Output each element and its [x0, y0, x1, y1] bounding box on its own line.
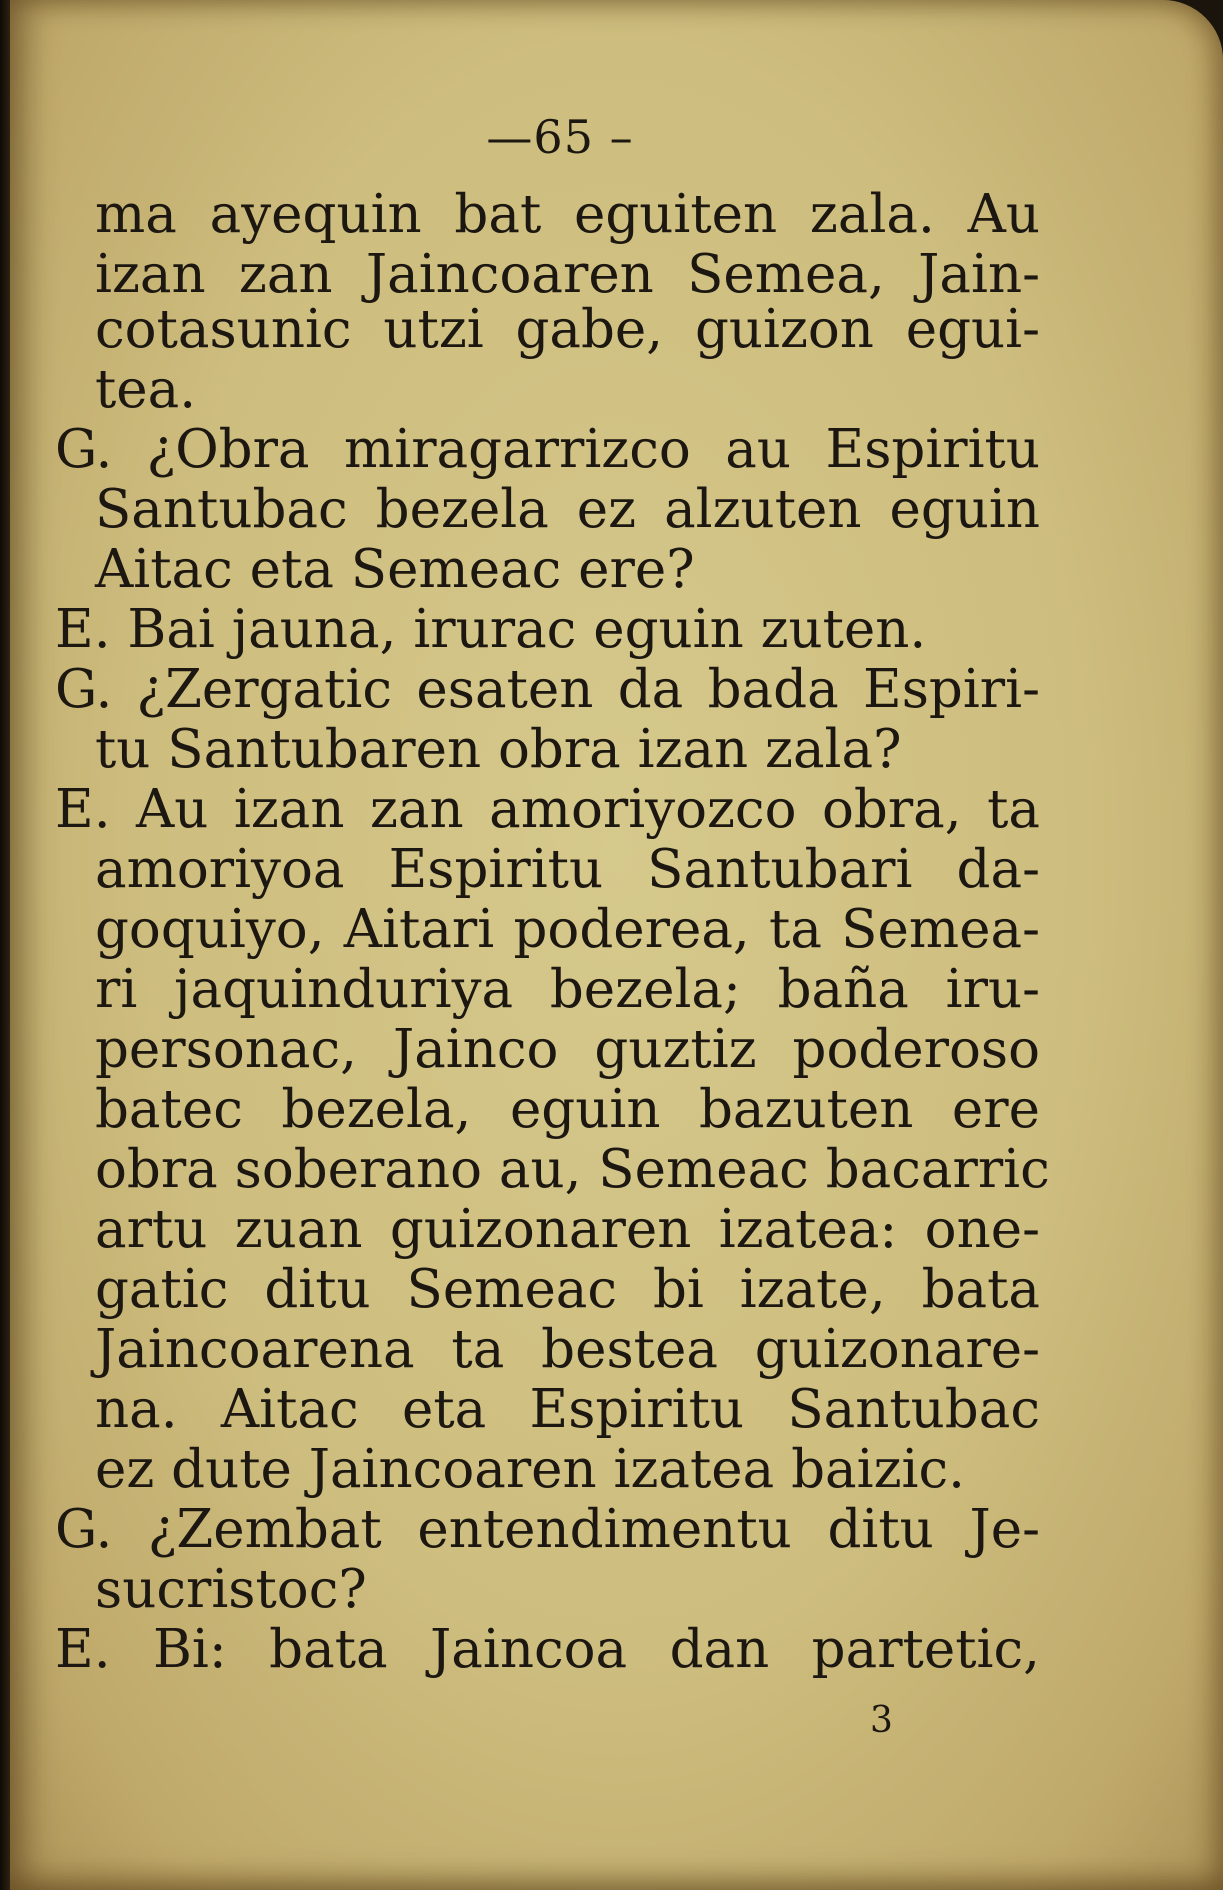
text-line: E. Bai jauna, irurac eguin zuten. [55, 599, 927, 660]
text-line: cotasunic utzi gabe, guizon egui- [95, 299, 1040, 360]
book-page [10, 0, 1223, 1890]
text-line: G. ¿Zergatic esaten da bada Espiri- [55, 659, 1040, 720]
text-line: obra soberano au, Semeac bacarric [95, 1139, 1050, 1200]
text-line: sucristoc? [95, 1559, 367, 1620]
text-line: personac, Jainco guztiz poderoso [95, 1019, 1040, 1080]
text-line: Jaincoarena ta bestea guizonare- [95, 1319, 1040, 1380]
text-line: gatic ditu Semeac bi izate, bata [95, 1259, 1040, 1320]
text-line: E. Au izan zan amoriyozco obra, ta [55, 779, 1040, 840]
text-line: G. ¿Zembat entendimentu ditu Je- [55, 1499, 1040, 1560]
text-line: izan zan Jaincoaren Semea, Jain- [95, 244, 1040, 305]
text-line: Aitac eta Semeac ere? [95, 539, 695, 600]
text-line: ma ayequin bat eguiten zala. Au [95, 184, 1040, 245]
text-line: goquiyo, Aitari poderea, ta Semea- [95, 899, 1040, 960]
text-line: artu zuan guizonaren izatea: one- [95, 1199, 1040, 1260]
text-line: tea. [95, 359, 197, 420]
signature-mark: 3 [870, 1700, 893, 1741]
text-line: ri jaquinduriya bezela; baña iru- [95, 959, 1040, 1020]
text-line: na. Aitac eta Espiritu Santubac [95, 1379, 1040, 1440]
text-line: ez dute Jaincoaren izatea baizic. [95, 1439, 965, 1500]
page-number: —65 – [486, 110, 634, 164]
text-line: Santubac bezela ez alzuten eguin [95, 479, 1040, 540]
text-line: tu Santubaren obra izan zala? [95, 719, 902, 780]
text-line: amoriyoa Espiritu Santubari da- [95, 839, 1040, 900]
text-line: batec bezela, eguin bazuten ere [95, 1079, 1040, 1140]
text-line: G. ¿Obra miragarrizco au Espiritu [55, 419, 1040, 480]
page-body [10, 0, 1223, 1890]
text-line: E. Bi: bata Jaincoa dan partetic, [55, 1619, 1040, 1680]
